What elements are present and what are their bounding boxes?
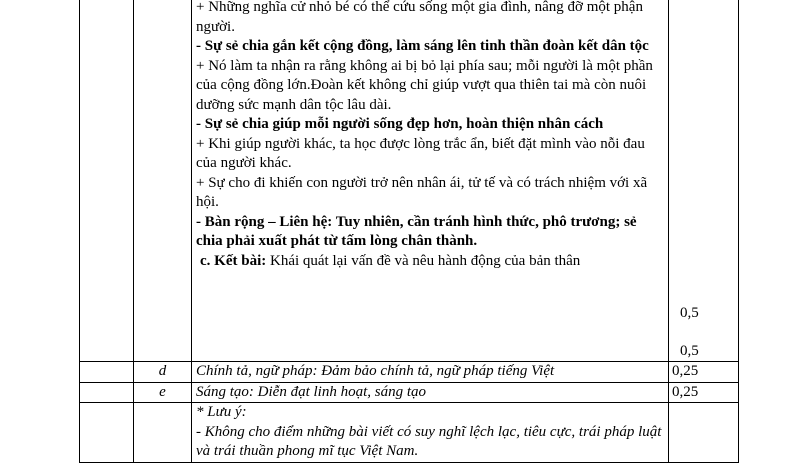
content-line: + Sự cho đi khiến con người trở nên nhân ái, tử tế và có trách nhiệm với xã hội. bbox=[196, 174, 648, 210]
criterion-text: Chính tả, ngữ pháp: Đảm bảo chính tả, ngữ pháp tiếng Việt bbox=[196, 363, 555, 379]
score-value: 0,25 bbox=[672, 363, 699, 379]
conclusion-line bbox=[196, 252, 664, 272]
cell-content bbox=[192, 0, 669, 362]
table-row-e bbox=[80, 382, 739, 403]
content-line: + Những nghĩa cử nhỏ bé có thể cứu sống một gia đình, nâng đỡ một phận người. bbox=[196, 0, 643, 35]
criterion-letter: e bbox=[134, 382, 192, 403]
grading-table bbox=[79, 0, 739, 463]
table-row-note bbox=[80, 403, 739, 463]
cell-score bbox=[669, 0, 739, 362]
content-line: - Sự sẻ chia giúp mỗi người sống đẹp hơn, hoàn thiện nhân cách bbox=[196, 116, 604, 132]
note-text: - Không cho điểm những bài viết có suy nghĩ lệch lạc, tiêu cực, trái pháp luật và trái thuần phong mĩ tục Việt Nam. bbox=[196, 423, 662, 459]
criterion-text: Sáng tạo: Diễn đạt linh hoạt, sáng tạo bbox=[196, 383, 426, 400]
content-line: + Nó làm ta nhận ra rằng không ai bị bỏ lại phía sau; mỗi người là một phần của cộng đồng lớn.Đoàn kết không chỉ giúp vượt qua thiên tai mà còn nuôi dưỡng sức mạnh dân tộc lâu dài. bbox=[196, 57, 653, 113]
note-title: * Lưu ý: bbox=[196, 404, 247, 420]
cell-criterion bbox=[134, 0, 192, 362]
cell-part bbox=[80, 0, 134, 362]
conclusion-label: c. Kết bài: bbox=[200, 252, 267, 269]
conclusion-text: Khái quát lại vấn đề và nêu hành động của bản thân bbox=[266, 252, 581, 269]
score-value: 0,25 bbox=[672, 383, 699, 400]
content-line: + Khi giúp người khác, ta học được lòng trắc ẩn, biết đặt mình vào nỗi đau của người khác. bbox=[196, 135, 645, 171]
table-row-d bbox=[80, 362, 739, 383]
criterion-letter: d bbox=[134, 362, 192, 383]
content-line: - Bàn rộng – Liên hệ: Tuy nhiên, cần tránh hình thức, phô trương; sẻ chia phải xuất phát từ tấm lòng chân thành. bbox=[196, 213, 637, 249]
score-value: 0,5 bbox=[680, 342, 699, 359]
content-line: - Sự sẻ chia gắn kết cộng đồng, làm sáng lên tinh thần đoàn kết dân tộc bbox=[196, 38, 649, 54]
score-value: 0,5 bbox=[680, 305, 699, 321]
table-row-body bbox=[80, 0, 739, 362]
